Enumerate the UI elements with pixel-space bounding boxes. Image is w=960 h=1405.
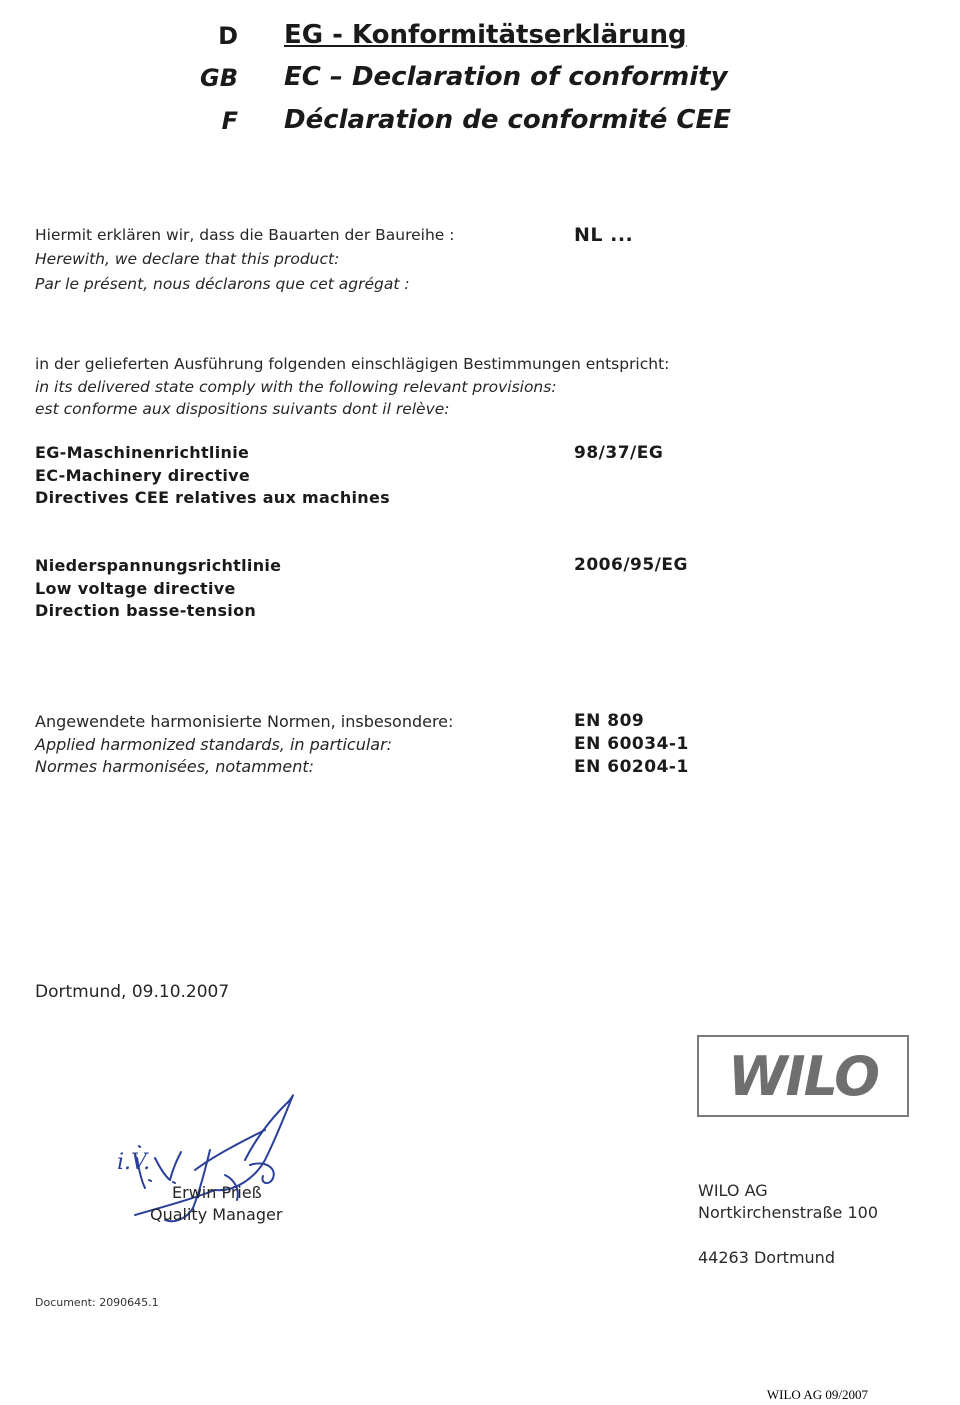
- provisions-de: in der gelieferten Ausführung folgenden einschlägigen Bestimmungen entspricht:: [35, 355, 670, 373]
- language-code-f: F: [221, 107, 238, 135]
- low-voltage-directive-number: 2006/95/EG: [574, 555, 688, 575]
- low-voltage-directive-fr: Direction basse-tension: [35, 601, 257, 620]
- product-statement-fr: Par le présent, nous déclarons que cet agrégat :: [35, 275, 410, 293]
- low-voltage-directive-de: Niederspannungsrichtlinie: [35, 556, 282, 575]
- place-date: Dortmund, 09.10.2007: [35, 982, 230, 1002]
- document-number: Document: 2090645.1: [35, 1296, 159, 1309]
- standards-de: Angewendete harmonisierte Normen, insbesondere:: [35, 712, 454, 731]
- standards-en: Applied harmonized standards, in particular:: [35, 735, 393, 754]
- title-gb: EC – Declaration of conformity: [284, 62, 728, 92]
- wilo-logo: [697, 1035, 909, 1117]
- product-statement-de: Hiermit erklären wir, dass die Bauarten der Baureihe :: [35, 226, 455, 244]
- signatory-name: Erwin Prieß: [172, 1183, 262, 1202]
- company-city: 44263 Dortmund: [698, 1248, 835, 1267]
- product-series: NL ...: [574, 224, 634, 246]
- provisions-fr: est conforme aux dispositions suivants dont il relève:: [35, 400, 450, 418]
- provisions-en: in its delivered state comply with the following relevant provisions:: [35, 378, 557, 396]
- machinery-directive-number: 98/37/EG: [574, 443, 664, 463]
- company-street: Nortkirchenstraße 100: [698, 1203, 879, 1222]
- machinery-directive-de: EG-Maschinenrichtlinie: [35, 443, 250, 462]
- standards-fr: Normes harmonisées, notamment:: [35, 757, 315, 776]
- language-code-gb: GB: [200, 64, 238, 92]
- low-voltage-directive-en: Low voltage directive: [35, 579, 236, 598]
- language-code-de: D: [218, 22, 238, 50]
- standard-item: EN 60204-1: [574, 757, 689, 777]
- title-de: EG - Konformitätserklärung: [284, 20, 687, 50]
- signature-prefix: i.V.: [117, 1150, 151, 1175]
- standard-item: EN 60034-1: [574, 734, 689, 754]
- company-name: WILO AG: [698, 1181, 768, 1200]
- title-f: Déclaration de conformité CEE: [284, 105, 732, 135]
- footer-label: WILO AG 09/2007: [766, 1387, 868, 1402]
- logo-text: WILO: [727, 1044, 879, 1108]
- machinery-directive-fr: Directives CEE relatives aux machines: [35, 488, 390, 507]
- product-statement-en: Herewith, we declare that this product:: [35, 250, 340, 268]
- signatory-role: Quality Manager: [150, 1205, 283, 1224]
- machinery-directive-en: EC-Machinery directive: [35, 466, 251, 485]
- standard-item: EN 809: [574, 711, 645, 731]
